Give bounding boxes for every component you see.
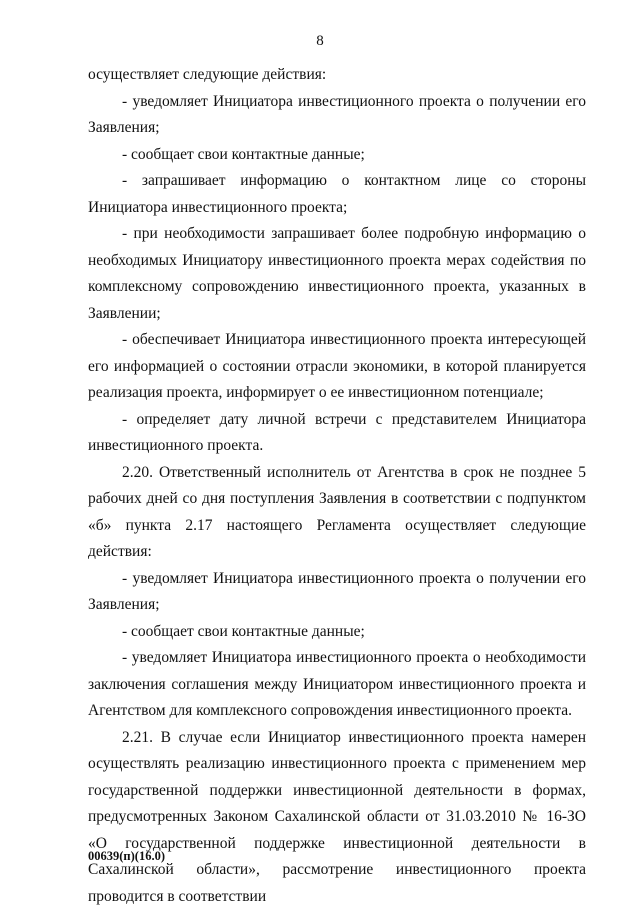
document-body (88, 62, 586, 910)
paragraph: 2.21. В случае если Инициатор инвестиционного проекта намерен осуществлять реализацию инвестиционного проекта с применением мер государственной поддержки инвестиционной деятельности в формах, предусмотренных Законом Сахалинской области от 31.03.2010 № 16-ЗО «О государственной поддержке инвестиционной деятельности в Сахалинской области», рассмотрение инвестиционного проекта проводится в соответствии (88, 725, 586, 910)
paragraph: - сообщает свои контактные данные; (88, 619, 586, 646)
paragraph: - уведомляет Инициатора инвестиционного проекта о получении его Заявления; (88, 89, 586, 142)
document-code: 00639(п)(16.0) (88, 849, 165, 864)
paragraph: 2.20. Ответственный исполнитель от Агентства в срок не позднее 5 рабочих дней со дня поступления Заявления в соответствии с подпунктом «б» пункта 2.17 настоящего Регламента осуществляет следующие действия: (88, 460, 586, 566)
paragraph: осуществляет следующие действия: (88, 62, 586, 89)
paragraph: - запрашивает информацию о контактном лице со стороны Инициатора инвестиционного проекта; (88, 168, 586, 221)
paragraph: - уведомляет Инициатора инвестиционного проекта о получении его Заявления; (88, 566, 586, 619)
paragraph: - сообщает свои контактные данные; (88, 142, 586, 169)
paragraph: - определяет дату личной встречи с представителем Инициатора инвестиционного проекта. (88, 407, 586, 460)
paragraph: - при необходимости запрашивает более подробную информацию о необходимых Инициатору инвестиционного проекта мерах содействия по комплексному сопровождению инвестиционного проекта, указанных в Заявлении; (88, 221, 586, 327)
page-number: 8 (0, 33, 640, 50)
paragraph: - обеспечивает Инициатора инвестиционного проекта интересующей его информацией о состоянии отрасли экономики, в которой планируется реализация проекта, информирует о ее инвестиционном потенциале; (88, 327, 586, 407)
paragraph: - уведомляет Инициатора инвестиционного проекта о необходимости заключения соглашения между Инициатором инвестиционного проекта и Агентством для комплексного сопровождения инвестиционного проекта. (88, 645, 586, 725)
